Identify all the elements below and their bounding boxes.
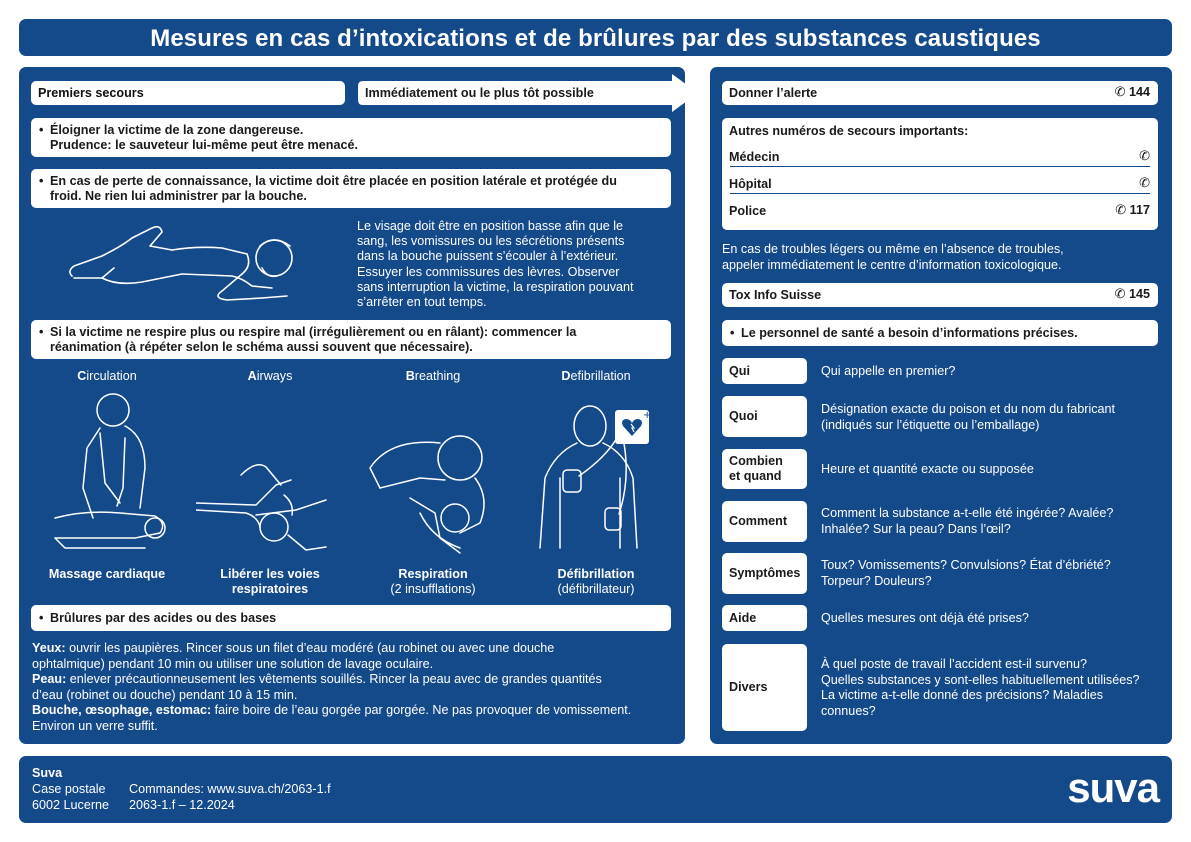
title-bar	[19, 19, 1172, 56]
immediately-arrow	[358, 74, 698, 112]
question-divers: Divers	[722, 644, 807, 731]
cabd-heading-breathing: Breathing	[405, 369, 461, 383]
hospital-label: Hôpital	[729, 177, 772, 191]
step-remove-victim	[31, 118, 671, 157]
tox-label: Tox Info Suisse	[729, 288, 822, 302]
question-aide: Aide	[722, 605, 807, 631]
question-aide-text: Quelles mesures ont déjà été prises?	[821, 611, 1029, 625]
recovery-position-illustration	[62, 216, 312, 306]
immediately-label: Immédiatement ou le plus tôt possible	[365, 86, 594, 100]
question-combien: Combien et quand	[722, 449, 807, 489]
burns-label: • Brûlures par des acides ou des bases	[31, 611, 276, 625]
cardiac-massage-illustration	[45, 388, 175, 558]
svg-text:+: +	[643, 410, 652, 421]
step2-line2: froid. Ne rien lui administrer par la bouche.	[50, 189, 307, 203]
phone-icon: ✆	[1139, 149, 1150, 164]
other-numbers-label: Autres numéros de secours importants:	[729, 124, 969, 138]
breathing-illustration	[360, 418, 510, 563]
question-quoi: Quoi	[722, 396, 807, 437]
page-title: Mesures en cas d’intoxications et de brûlures par des substances caustiques	[150, 25, 1041, 52]
footer-address2: 6002 Lucerne	[32, 798, 110, 812]
question-comment-text: Comment la substance a-t-elle été ingérée? Avalée? Inhalée? Sur la peau? Dans l’œil?	[821, 506, 1114, 536]
first-aid-label: Premiers secours	[38, 86, 144, 100]
cabd-caption-circulation: Massage cardiaque	[48, 567, 166, 581]
defibrillation-illustration	[535, 398, 665, 558]
footer-address1: Case postale	[32, 782, 106, 796]
burns-instructions: Yeux: ouvrir les paupières. Rincer sous un filet d’eau modéré (au robinet ou avec une douche ophtalmique) pendant 10 min ou utiliser une solution de lavage oculaire. Peau: enlever précautionneusement les vêtements souillés. Rincer la peau avec de grandes quantités d’eau (robinet ou douche) pendant 10 à 15 min. Bouche, œsophage, estomac: faire boire de l’eau gorgée par gorgée. Ne pas provoquer de vomissement. Environ un verre suffit.	[32, 641, 632, 733]
suva-logo: suva	[1067, 764, 1159, 811]
question-quoi-text: Désignation exacte du poison et du nom du fabricant (indiqués sur l’étiquette ou l’emballage)	[821, 402, 1116, 432]
alert-label: Donner l’alerte	[729, 86, 818, 100]
burns-box	[31, 605, 671, 631]
position-explanation: Le visage doit être en position basse afin que le sang, les vomissures ou les sécrétions présents dans la bouche puissent s’écouler à l’extérieur. Essuyer les commissures des lèvres. Observer sans interruption la victime, la respiration pouvant s’arrêter en tout temps.	[357, 219, 634, 310]
doctor-line	[730, 166, 1150, 167]
question-combien-text: Heure et quantité exacte ou supposée	[821, 462, 1034, 476]
cabd-caption-defibrillation: Défibrillation (défibrillateur)	[557, 567, 635, 596]
police-number: 117	[1129, 203, 1150, 217]
step3-line1: • Si la victime ne respire plus ou respire mal (irrégulièrement ou en râlant): commencer la	[50, 325, 577, 339]
footer-ref: 2063-1.f – 12.2024	[129, 798, 235, 812]
airways-illustration	[196, 455, 346, 565]
phone-icon: ✆	[1115, 203, 1127, 218]
alert-box	[722, 81, 1158, 105]
phone-icon: ✆	[1114, 85, 1126, 100]
tox-info-box	[722, 283, 1158, 307]
reanimation-bold: réanimation	[50, 340, 122, 354]
question-symptomes-text: Toux? Vomissements? Convulsions? État d’ébriété? Torpeur? Douleurs?	[821, 558, 1111, 588]
phone-icon: ✆	[1114, 287, 1126, 302]
question-qui: Qui	[722, 358, 807, 384]
question-divers-text: À quel poste de travail l’accident est-il survenu? Quelles substances y sont-elles habituellement utilisées? La victime a-t-elle donné des précisions? Maladies connues?	[821, 657, 1140, 718]
footer	[19, 756, 1172, 823]
step3-rest: (à répéter selon le schéma aussi souvent que nécessaire).	[121, 340, 473, 354]
first-aid-box	[31, 81, 345, 105]
cabd-heading-circulation: Circulation	[77, 369, 137, 383]
doctor-label: Médecin	[729, 150, 780, 164]
alert-number: 144	[1128, 85, 1150, 99]
question-symptomes: Symptômes	[722, 553, 807, 594]
question-comment: Comment	[722, 501, 807, 542]
footer-orders[interactable]: Commandes: www.suva.ch/2063-1.f	[129, 782, 331, 796]
step2-line1: • En cas de perte de connaissance, la victime doit être placée en position latérale et protégée du	[50, 174, 617, 188]
cabd-caption-breathing: Respiration (2 insufflations)	[390, 567, 476, 596]
step-reanimation	[31, 320, 671, 359]
cabd-caption-airways: Libérer les voies respiratoires	[220, 567, 320, 596]
step1-line2: Prudence: le sauveteur lui-même peut être menacé.	[50, 138, 358, 152]
cabd-heading-airways: Airways	[247, 369, 293, 383]
police-label: Police	[729, 204, 767, 218]
phone-icon: ✆	[1139, 176, 1150, 191]
tox-number: 145	[1128, 287, 1150, 301]
step1-line1: • Éloigner la victime de la zone dangereuse.	[50, 123, 304, 137]
question-qui-text: Qui appelle en premier?	[821, 364, 956, 378]
cabd-heading-defibrillation: Defibrillation	[561, 369, 631, 383]
other-numbers-box	[722, 118, 1158, 230]
staff-label: • Le personnel de santé a besoin d’informations précises.	[722, 326, 1078, 340]
staff-info-box	[722, 320, 1158, 346]
step-lateral-position	[31, 169, 671, 208]
footer-org: Suva	[32, 766, 63, 780]
hospital-line	[730, 193, 1150, 194]
tox-note: En cas de troubles légers ou même en l’absence de troubles, appeler immédiatement le centre d’information toxicologique.	[722, 242, 1064, 272]
